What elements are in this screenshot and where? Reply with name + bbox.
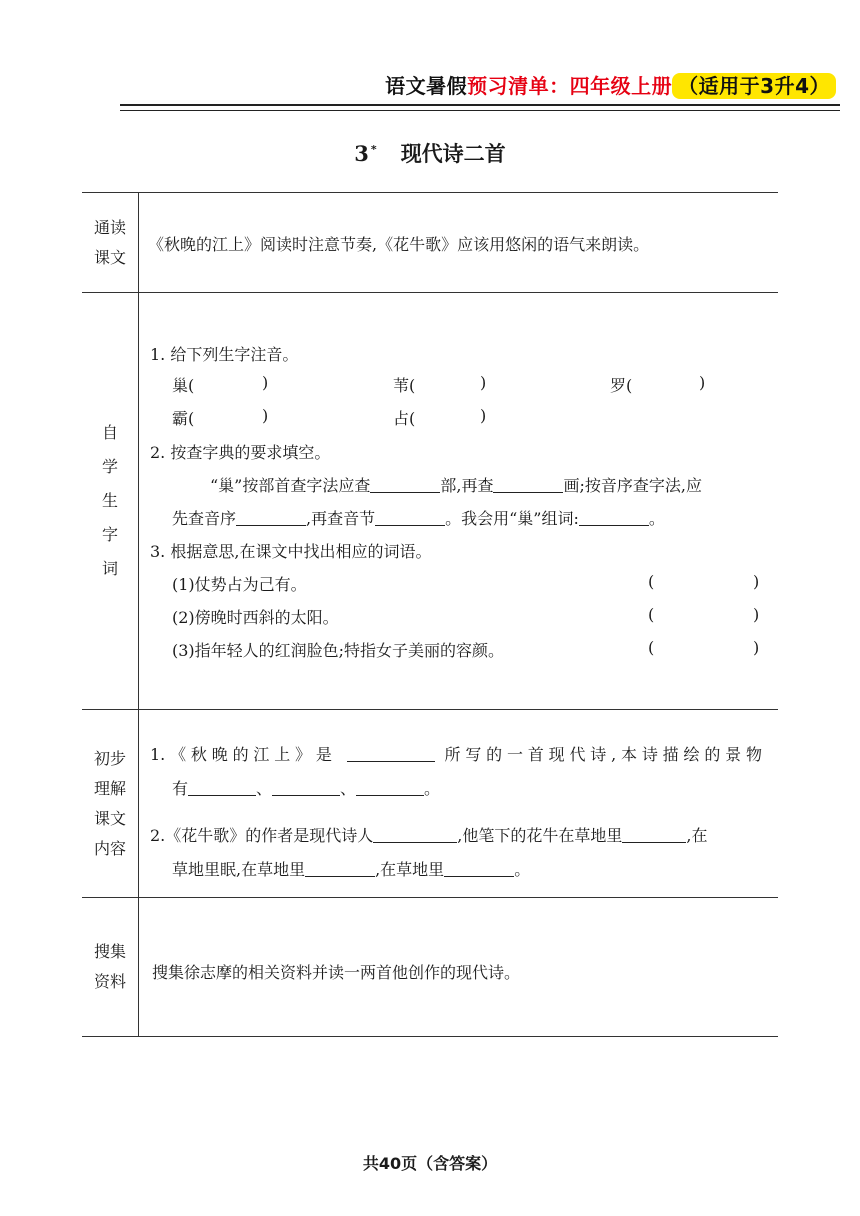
q3-item: (1)仗势占为己有。 bbox=[172, 575, 307, 594]
u-q1-line1 bbox=[150, 742, 762, 765]
q2-text: 画;按音序查字法,应 bbox=[563, 476, 702, 495]
q3-prompt: 3. 根据意思,在课文中找出相应的词语。 bbox=[150, 542, 432, 561]
u-q2-line2 bbox=[172, 857, 530, 880]
header-grade-badge: （适用于3升4） bbox=[672, 73, 836, 99]
u-text: 2.《花牛歌》的作者是现代诗人 bbox=[150, 826, 374, 845]
q1-prompt: 1. 给下列生字注音。 bbox=[150, 345, 299, 364]
q2-prompt: 2. 按查字典的要求填空。 bbox=[150, 443, 331, 462]
answer-blank[interactable] bbox=[272, 778, 340, 796]
header-subject: 语文暑假 bbox=[385, 74, 468, 98]
char-close: ) bbox=[480, 373, 487, 392]
cell-reading bbox=[148, 193, 778, 292]
label-reading: 通读课文 bbox=[93, 217, 126, 267]
answer-blank[interactable] bbox=[370, 475, 440, 493]
row-self-study bbox=[82, 292, 778, 709]
q2-text: “巢”按部首查字法应查 bbox=[210, 476, 371, 495]
cell-understanding bbox=[148, 710, 778, 897]
char-item: 苇( bbox=[393, 376, 416, 395]
worksheet-table bbox=[82, 192, 778, 1037]
cell-collect bbox=[148, 898, 778, 1036]
char-item: 巢( bbox=[172, 376, 195, 395]
answer-blank[interactable] bbox=[373, 825, 457, 843]
answer-blank[interactable] bbox=[444, 859, 514, 877]
answer-blank[interactable] bbox=[188, 778, 256, 796]
lesson-title bbox=[0, 138, 860, 168]
u-sep: 、 bbox=[340, 779, 357, 798]
u-text: 有 bbox=[172, 779, 189, 798]
q3-open: ( bbox=[648, 572, 655, 591]
lesson-number: 3 bbox=[354, 141, 369, 166]
page-footer: 共40页（含答案） bbox=[362, 1154, 498, 1173]
u-text: 所写的一首现代诗,本诗描绘的景物 bbox=[444, 745, 762, 764]
row-label bbox=[82, 193, 139, 292]
row-label bbox=[82, 710, 139, 897]
char-close: ) bbox=[480, 406, 487, 425]
u-end: 。 bbox=[514, 860, 531, 879]
u-text: ,在草地里 bbox=[375, 860, 445, 879]
label-understanding: 初步理解课文内容 bbox=[93, 748, 126, 858]
page-header bbox=[385, 70, 836, 99]
q2-line2 bbox=[172, 506, 665, 529]
q3-item: (2)傍晚时西斜的太阳。 bbox=[172, 608, 339, 627]
u-text: 1.《秋晚的江上》是 bbox=[150, 745, 337, 764]
q3-item: (3)指年轻人的红润脸色;特指女子美丽的容颜。 bbox=[172, 641, 505, 660]
answer-blank[interactable] bbox=[347, 744, 435, 762]
lesson-mark: * bbox=[370, 143, 377, 156]
reading-text: 《秋晚的江上》阅读时注意节奏,《花牛歌》应该用悠闲的语气来朗读。 bbox=[148, 235, 650, 254]
q3-close: ) bbox=[753, 572, 760, 591]
row-label bbox=[82, 898, 139, 1036]
lesson-name: 现代诗二首 bbox=[400, 142, 506, 166]
collect-text: 搜集徐志摩的相关资料并读一两首他创作的现代诗。 bbox=[152, 963, 521, 982]
q2-text: 。我会用“巢”组词: bbox=[445, 509, 579, 528]
answer-blank[interactable] bbox=[375, 508, 445, 526]
q2-text: ,再查音节 bbox=[306, 509, 376, 528]
answer-blank[interactable] bbox=[622, 825, 686, 843]
u-sep: 、 bbox=[256, 779, 273, 798]
char-close: ) bbox=[699, 373, 706, 392]
label-self-study: 自学生字词 bbox=[101, 423, 118, 578]
q3-close: ) bbox=[753, 605, 760, 624]
answer-blank[interactable] bbox=[493, 475, 563, 493]
cell-self-study bbox=[148, 293, 778, 709]
row-understanding bbox=[82, 709, 778, 897]
u-end: 。 bbox=[424, 779, 441, 798]
q2-line1 bbox=[210, 473, 702, 496]
answer-blank[interactable] bbox=[579, 508, 649, 526]
answer-blank[interactable] bbox=[305, 859, 375, 877]
u-q2-line1 bbox=[150, 823, 707, 846]
char-close: ) bbox=[262, 406, 269, 425]
header-rule-thin bbox=[120, 110, 840, 111]
q2-text: 部,再查 bbox=[440, 476, 494, 495]
answer-blank[interactable] bbox=[356, 778, 424, 796]
q2-text: 。 bbox=[648, 509, 665, 528]
char-item: 罗( bbox=[610, 376, 633, 395]
q3-open: ( bbox=[648, 605, 655, 624]
u-q1-line2 bbox=[172, 776, 440, 799]
u-text: ,在 bbox=[686, 826, 708, 845]
char-close: ) bbox=[262, 373, 269, 392]
row-label bbox=[82, 293, 139, 709]
row-reading bbox=[82, 192, 778, 292]
char-item: 占( bbox=[393, 409, 416, 428]
q3-open: ( bbox=[648, 638, 655, 657]
row-collect bbox=[82, 897, 778, 1037]
q2-text: 先查音序 bbox=[172, 509, 237, 528]
header-rule-thick bbox=[120, 104, 840, 106]
u-text: 草地里眠,在草地里 bbox=[172, 860, 306, 879]
label-collect: 搜集资料 bbox=[93, 942, 126, 991]
q3-close: ) bbox=[753, 638, 760, 657]
u-text: ,他笔下的花牛在草地里 bbox=[457, 826, 623, 845]
char-item: 霸( bbox=[172, 409, 195, 428]
answer-blank[interactable] bbox=[236, 508, 306, 526]
header-series: 预习清单：四年级上册 bbox=[467, 74, 673, 98]
